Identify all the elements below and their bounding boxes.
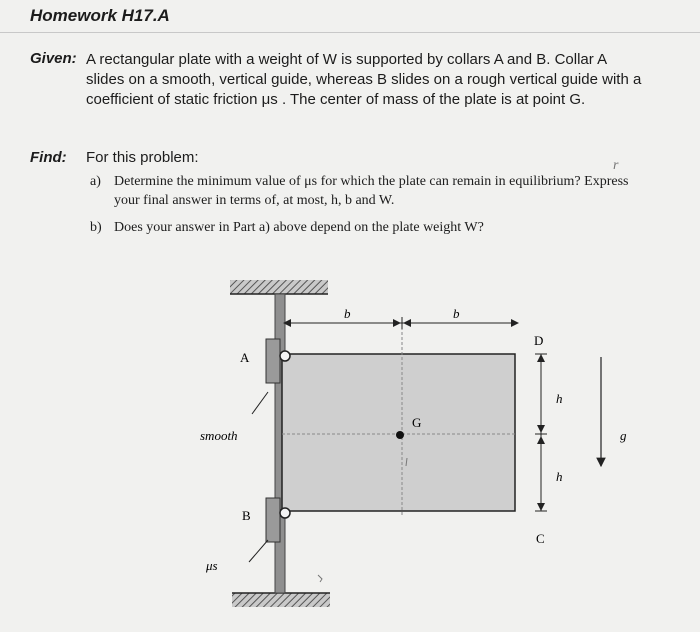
mu-s-leader-line (249, 540, 268, 562)
center-of-mass-point (396, 431, 404, 439)
label-g: g (620, 428, 627, 443)
label-h-top: h (556, 391, 563, 406)
collar-b (266, 498, 280, 542)
top-support-hatch (230, 280, 328, 294)
collar-a (266, 339, 280, 383)
pen-scribble (318, 575, 322, 582)
label-a: A (240, 350, 250, 365)
label-b-right: b (453, 306, 460, 321)
label-b-left: b (344, 306, 351, 321)
find-item-b-text: Does your answer in Part a) above depend on the plate weight W? (114, 220, 484, 235)
find-item-a-label: a) (90, 174, 101, 189)
label-g-point: G (412, 415, 422, 430)
given-text: A rectangular plate with a weight of W is supported by collars A and B. Collar A slides on a smooth, vertical guide, whereas B slides on a rough vertical guide with a coefficient of static friction μs . The center of mass of the plate is at point G. (86, 51, 642, 108)
bottom-support-hatch (232, 593, 330, 607)
find-item-b-label: b) (90, 220, 102, 235)
smooth-leader-line (252, 392, 268, 414)
find-intro: For this problem: (86, 149, 199, 166)
label-c: C (536, 531, 545, 546)
label-mu-s: μs (206, 558, 218, 573)
collar-b-pin (280, 508, 290, 518)
find-item-a-text: Determine the minimum value of μs for which the plate can remain in equilibrium? Express your final answer in terms of, at most, h, b and W. (114, 174, 629, 208)
label-d: D (534, 333, 544, 348)
label-h-bottom: h (556, 469, 563, 484)
homework-title: Homework H17.A (30, 6, 170, 25)
label-b-collar: B (242, 508, 251, 523)
given-label: Given: (30, 50, 77, 67)
collar-a-pin (280, 351, 290, 361)
corner-tick-mark: r (613, 158, 619, 173)
find-label: Find: (30, 149, 67, 166)
label-smooth: smooth (200, 428, 238, 443)
